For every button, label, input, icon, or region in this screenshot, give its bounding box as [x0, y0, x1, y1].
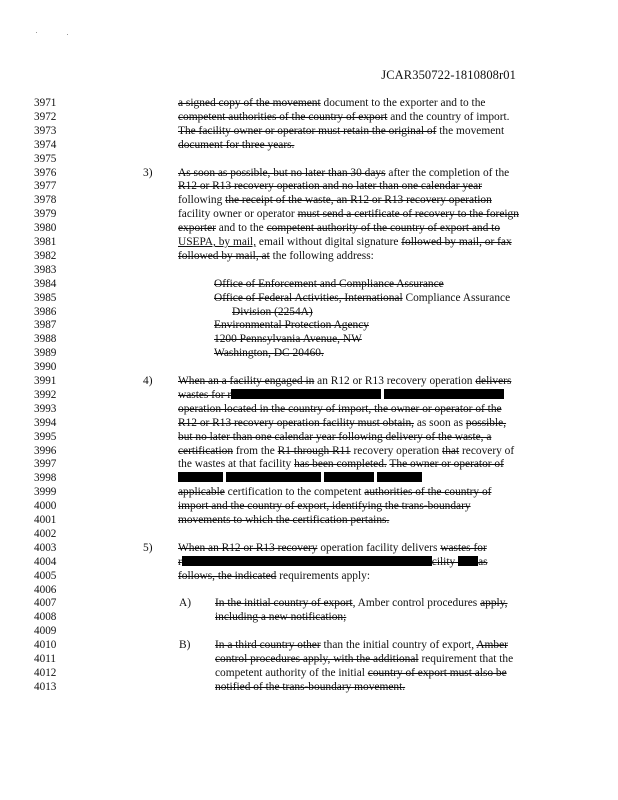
line-text [214, 291, 510, 305]
document-line [0, 152, 618, 166]
sublist-marker: A) [179, 597, 192, 610]
text-run: Compliance Assurance [402, 291, 511, 304]
struck-text: must send a certificate of recovery to the foreign [297, 208, 519, 221]
struck-text: R12 or R13 recovery operation and no later than one calendar year [178, 180, 482, 193]
line-text [178, 374, 511, 388]
line-number: 3979 [34, 208, 57, 221]
document-line [0, 193, 618, 207]
line-text [178, 179, 482, 193]
line-number: 4000 [34, 500, 57, 513]
line-number: 3983 [34, 263, 57, 276]
document-line [0, 263, 618, 277]
struck-text: followed by mail, at [178, 249, 270, 262]
struck-text: certification [178, 444, 234, 457]
line-text [214, 346, 324, 360]
line-text [215, 652, 513, 666]
text-run: operation facility delivers [317, 541, 441, 554]
line-number: 3998 [34, 472, 57, 485]
line-number: 3971 [34, 97, 57, 109]
line-number: 3994 [34, 416, 57, 429]
document-line [0, 652, 618, 666]
text-run: certification to the competent [224, 486, 365, 499]
text-run: recovery operation [350, 444, 443, 457]
line-number: 4013 [34, 680, 57, 693]
document-line [0, 680, 618, 694]
text-run: the wastes at that facility [178, 458, 295, 471]
text-run: requirement that the [418, 653, 514, 665]
document-line [0, 277, 618, 291]
document-line [0, 513, 618, 527]
struck-text: apply, [480, 597, 508, 610]
struck-text: competent authority of the country of export and to [266, 222, 501, 235]
struck-text: wastes for r [178, 388, 232, 401]
line-number: 3975 [34, 152, 57, 165]
line-number: 4003 [34, 541, 57, 554]
line-text [215, 610, 346, 624]
list-marker: 5) [143, 541, 153, 554]
struck-text: exporter [178, 222, 216, 235]
line-number: 3972 [34, 110, 57, 123]
struck-text: as [478, 555, 488, 568]
text-run: competent authority of the initial [215, 666, 368, 679]
struck-text: authorities of the country of [364, 486, 492, 499]
text-run: email without digital signature [256, 236, 402, 248]
line-number: 3996 [34, 444, 57, 457]
struck-text: When an a facility engaged in [178, 375, 315, 387]
list-marker: 4) [143, 375, 153, 387]
sublist-marker: B) [179, 639, 191, 652]
line-text [178, 513, 389, 527]
document-line [0, 485, 618, 499]
document-line [0, 430, 618, 444]
struck-text: Office of Enforcement and Compliance Assurance [214, 277, 444, 290]
struck-text: In a third country other [215, 639, 321, 652]
document-line [0, 124, 618, 138]
struck-text: In the initial country of export [215, 597, 353, 610]
document-line [0, 666, 618, 680]
document-line [0, 555, 618, 569]
line-text [178, 416, 506, 430]
line-text [178, 541, 487, 555]
line-text [178, 138, 294, 152]
struck-text: movements to which the certification pertains. [178, 514, 390, 526]
document-line [0, 527, 618, 541]
struck-text: wastes for [440, 541, 487, 554]
line-number: 3999 [34, 486, 57, 499]
document-line [0, 471, 618, 485]
line-text [178, 110, 510, 124]
line-number: 4009 [34, 625, 57, 638]
line-text [178, 485, 491, 499]
text-run: , Amber control procedures [352, 597, 481, 610]
struck-text: country of export must also be [367, 666, 507, 679]
line-text [178, 555, 488, 569]
line-number: 3990 [34, 361, 57, 374]
line-number: 3980 [34, 222, 57, 235]
document-line [0, 305, 618, 319]
line-number: 4012 [34, 666, 57, 679]
struck-text: that [442, 444, 460, 457]
redaction-bar [178, 472, 223, 482]
document-line [0, 638, 618, 652]
line-text [178, 166, 509, 180]
list-marker: 3) [143, 166, 153, 179]
text-run: requirements apply: [276, 569, 371, 582]
line-text [178, 402, 502, 416]
line-number: 4001 [34, 514, 57, 526]
line-text [178, 499, 471, 513]
document-line [0, 541, 618, 555]
struck-text: Office of Federal Activities, International [214, 291, 403, 304]
struck-text: Environmental Protection Agency [214, 319, 370, 332]
document-line [0, 346, 618, 360]
line-text [215, 680, 405, 694]
document-line [0, 138, 618, 152]
line-number: 3984 [34, 277, 57, 290]
struck-text: When an R12 or R13 recovery [178, 541, 318, 554]
text-run: facility owner or operator [178, 208, 298, 221]
struck-text: Division (2254A) [232, 305, 313, 318]
document-line [0, 402, 618, 416]
document-line [0, 235, 618, 249]
line-text [178, 249, 374, 263]
text-run: following [178, 194, 226, 207]
line-number: 3997 [34, 458, 57, 471]
line-number: 3982 [34, 249, 57, 262]
redaction-bar [231, 389, 381, 399]
line-text [214, 277, 444, 291]
line-number: 4002 [34, 527, 57, 540]
text-run: document to the exporter and to the [320, 97, 486, 109]
text-run: recovery of [459, 444, 515, 457]
text-run: and to the [215, 222, 267, 235]
line-number: 3993 [34, 402, 57, 415]
struck-text: R1 through R11 [277, 444, 351, 457]
text-run: than the initial country of export, [320, 639, 477, 652]
line-number: 3995 [34, 430, 57, 443]
struck-text: but no later than one calendar year following delivery of the waste, a [178, 430, 492, 443]
line-text [178, 388, 504, 402]
struck-text: The owner or operator of [389, 458, 504, 471]
document-line [0, 249, 618, 263]
struck-text: import and the country of export, identifying the trans-boundary [178, 500, 471, 513]
line-number: 4007 [34, 597, 57, 610]
document-line [0, 110, 618, 124]
line-text [215, 596, 508, 610]
document-line [0, 221, 618, 235]
text-run: an R12 or R13 recovery operation [314, 375, 476, 387]
line-text [178, 207, 519, 221]
document-id: JCAR350722-1810808r01 [381, 68, 516, 82]
struck-text: has been completed. [294, 458, 387, 471]
line-text [215, 638, 508, 652]
document-line [0, 318, 618, 332]
text-run: from the [233, 444, 278, 457]
struck-text: cility [431, 555, 459, 568]
line-text [232, 305, 313, 319]
line-number: 4011 [34, 653, 56, 665]
line-number: 3988 [34, 333, 57, 346]
document-line [0, 96, 618, 110]
line-text [178, 96, 485, 110]
struck-text: As soon as possible, but no later than 30 days [178, 166, 386, 179]
document-line [0, 291, 618, 305]
document-line [0, 332, 618, 346]
line-text [215, 666, 507, 680]
document-line [0, 583, 618, 597]
document-line [0, 610, 618, 624]
redaction-bar [384, 389, 504, 399]
struck-text: Amber [476, 639, 508, 652]
scan-speck [67, 34, 68, 35]
struck-text: including a new notification; [215, 611, 347, 624]
line-text [178, 221, 500, 235]
struck-text: operation located in the country of import, the owner or operator of the [178, 402, 502, 415]
struck-text: a signed copy of the movement [178, 97, 321, 109]
struck-text: possible, [465, 416, 507, 429]
text-run: the movement [436, 124, 505, 137]
line-number: 4010 [34, 639, 57, 652]
redaction-bar [377, 472, 422, 482]
struck-text: followed by mail, or fax [401, 236, 512, 248]
line-text [178, 457, 504, 471]
line-number: 3981 [34, 236, 57, 248]
document-line [0, 499, 618, 513]
line-number: 3989 [34, 347, 57, 360]
text-run: as soon as [413, 416, 466, 429]
struck-text: notified of the trans-boundary movement. [215, 680, 406, 693]
line-number: 3991 [34, 375, 57, 387]
line-number: 4005 [34, 569, 57, 582]
line-text [178, 569, 370, 583]
line-text [178, 124, 504, 138]
line-number: 3978 [34, 194, 57, 207]
struck-text: control procedures apply, with the additional [215, 653, 419, 665]
line-number: 3974 [34, 138, 57, 151]
document-line [0, 179, 618, 193]
struck-text: Washington, DC 20460. [214, 347, 324, 360]
line-number: 3987 [34, 319, 57, 332]
line-number: 3985 [34, 291, 57, 304]
redaction-bar [182, 556, 432, 566]
line-number: 4008 [34, 611, 57, 624]
struck-text: r [178, 555, 182, 568]
line-number: 3973 [34, 124, 57, 137]
redaction-bar [458, 556, 478, 566]
document-line [0, 388, 618, 402]
line-number: 3977 [34, 180, 57, 193]
line-text [178, 193, 492, 207]
struck-text: document for three years. [178, 138, 295, 151]
line-number: 4006 [34, 583, 57, 596]
document-line [0, 360, 618, 374]
line-text [178, 430, 491, 444]
struck-text: delivers [475, 375, 512, 387]
redaction-bar [324, 472, 374, 482]
struck-text: R12 or R13 recovery operation facility must obtain, [178, 416, 414, 429]
text-run: and the country of import. [387, 110, 510, 123]
document-line [0, 457, 618, 471]
line-number: 3992 [34, 388, 57, 401]
line-text [178, 444, 514, 458]
document-line [0, 624, 618, 638]
text-run: after the completion of the [385, 166, 510, 179]
text-run: the following address: [269, 249, 374, 262]
struck-text: the receipt of the waste, an R12 or R13 recovery operation [225, 194, 492, 207]
line-number: 3976 [34, 166, 57, 179]
redaction-bar [226, 472, 321, 482]
scan-speck [36, 32, 37, 33]
document-line [0, 374, 618, 388]
document-line [0, 596, 618, 610]
struck-text: follows, the indicated [178, 569, 277, 582]
line-number: 4004 [34, 555, 57, 568]
struck-text: The facility owner or operator must retain the original of [178, 124, 437, 137]
document-line [0, 416, 618, 430]
struck-text: 1200 Pennsylvania Avenue, NW [214, 333, 362, 346]
document-line [0, 569, 618, 583]
document-line [0, 207, 618, 221]
line-text [178, 235, 512, 249]
line-number: 3986 [34, 305, 57, 318]
document-line [0, 444, 618, 458]
line-text [214, 318, 369, 332]
struck-text: applicable [178, 486, 225, 499]
line-text [214, 332, 362, 346]
line-text [178, 471, 422, 485]
underlined-text: USEPA, by mail, [178, 236, 257, 248]
document-line [0, 166, 618, 180]
struck-text: competent authorities of the country of export [178, 110, 388, 123]
